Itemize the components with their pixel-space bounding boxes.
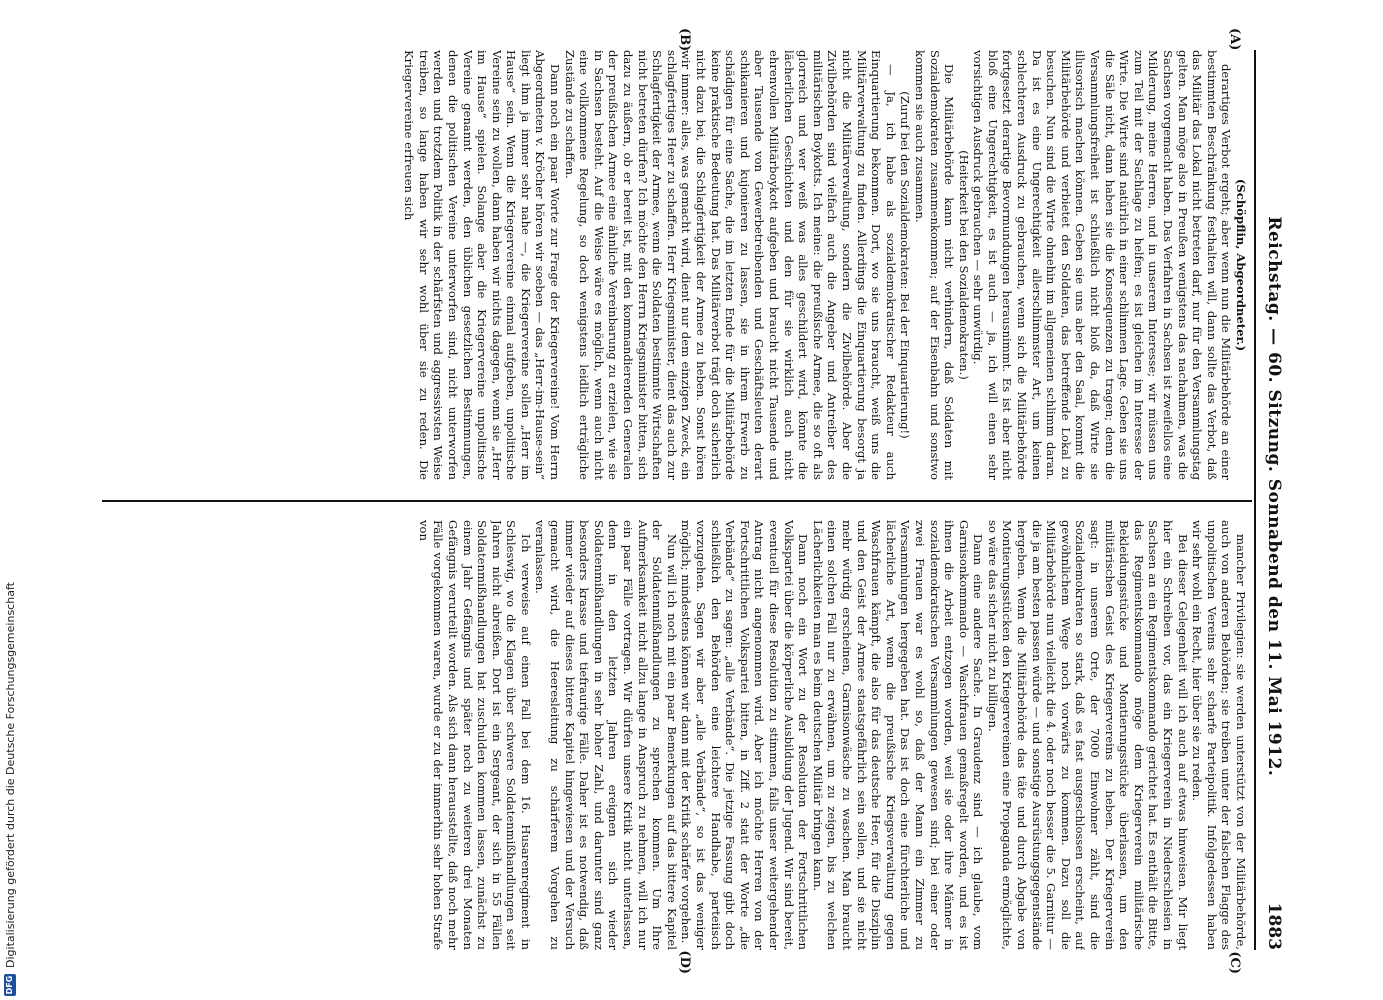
funding-text: Digitalisierung gefördert durch die Deutsche Forschungsgemeinschaft xyxy=(3,582,17,968)
paragraph: Dann eine andere Sache. In Graudenz sind — ich glaube, vom Garnisonkommando — Waschfrauen gemaßregelt worden, und es ist ihnen die Arbeit entzogen worden, weil sie oder ihre Männer in sozialdemokratischen Versammlungen gewesen sind; bei einer oder zwei Frauen war es wohl so, daß der Mann ein Zimmer zu Versammlungen hergegeben hat. Das ist doch eine fürchterliche und lächerliche Art, wenn die preußische Kriegsverwaltung gegen Waschfrauen kämpft, die also für das deutsche Heer, für die Disziplin und den Geist der Armee staatsgefährlich sein sollen, und sie nicht mehr würdig erscheinen, Garnisonwäsche zu waschen. Man braucht einen solchen Fall nur zu erwähnen, um zu zeigen, bis zu welchen Lächerlichkeiten man es beim deutschen Militär bringen kann. xyxy=(810,520,985,950)
paragraph: Dann noch ein Wort zu der Resolution der Fortschrittlichen Volkspartei über die körperliche Ausbildung der Jugend. Wir sind bereit, eventuell für diese Resolution zu stimmen, falls unser weitergehender Antrag nicht angenommen wird. Aber ich möchte Herren von der Fortschrittlichen Volkspartei bitten, in Ziff. 2 statt der Worte „die Verbände“ zu sagen: „alle Verbände“. Die jetzige Fassung gibt doch schließlich den Behörden eine leichtere Handhabe, parteiisch vorzugehen. Sagen wir aber „alle Verbände“, so ist das weniger möglich; mindestens können wir dann mit der Kritik schärfer vorgehen. xyxy=(678,520,810,950)
paragraph: Dann noch ein paar Worte zur Frage der Kriegervereine! Vom Herrn Abgeordneten v. Kröcher hören wir soeben — das „Herr-im-Hause-sein“ liegt ihm ja immer sehr nahe —, die Kriegervereine sollen „Herr im Hause“ sein. Wenn die Kriegervereine einmal aufgeben, unpolitische Vereine sein zu wollen, dann haben wir nichts dagegen, wenn sie „Herr im Hause“ spielen. Solange aber die Kriegervereine unpolitische Vereine genannt werden, den üblichen gesetzlichen Bestimmungen, denen die politischen Vereine unterworfen sind, nicht unterworfen werden und trotzdem Politik in der schärfsten und aggressivsten Weise treiben, so lange haben wir sehr wohl über sie zu reden. Die Kriegervereine erfreuen sich xyxy=(401,50,562,480)
funding-note xyxy=(0,0,20,1000)
paragraph: derartiges Verbot ergeht; aber wenn nun die Militärbehörde an einer bestimmten Beschränkung festhalten will, dann sollte das Verbot, daß das Militär das Lokal nicht betreten darf, nur für den Versammlungstag gelten. Man möge also in Preußen wenigstens das nachahmen, was die Sachsen vorgemacht haben. Das Verfahren in Sachsen ist zweifellos eine Milderung, meine Herren, und in unserem Interesse; wir müssen uns zum Teil mit der Sachlage zu helfen; es ist gleichen im Interesse der Wirte. Die Wirte sind natürlich in einer schlimmen Lage. Geben sie uns die Säle nicht, dann haben sie die Konsequenzen zu tragen; denn die Versammlungsfreiheit ist schließlich nicht bloß da, daß Wirte sie illusorisch machen können. Geben sie uns aber den Saal, kommt die Militärbehörde und verbietet den Soldaten, das betreffende Lokal zu besuchen. Nun sind die Wirte ohnehin im allgemeinen schlimm daran. Da ist es eine Ungerechtigkeit allerschlimmster Art, um keinen schlechteren Ausdruck zu gebrauchen, wenn sich die Militärbehörde fortgesetzt derartige Bevormundungen herausnimmt. Es ist aber nicht bloß eine Ungerechtigkeit, es ist auch — ja, ich will einen sehr vorsichtigen Ausdruck gebrauchen — sehr unwürdig. xyxy=(970,50,1233,480)
paragraph: Ich verweise auf einen Fall bei dem 16. Husarenregiment in Schleswig, wo die Klagen über schwere Soldatenmißhandlungen seit Jahren nicht abreißen. Dort ist ein Sergeant, der sich in 55 Fällen Soldatenmißhandlungen hat zuschulden kommen lassen, zunächst zu einem Jahr Gefängnis und später noch zu weiteren drei Monaten Gefängnis verurteilt worden. Als sich dann herausstellte, daß noch mehr Fälle vorgekommen waren, wurde er zu der immerhin sehr hohen Strafe von xyxy=(416,520,533,950)
dfg-logo: DFG xyxy=(5,975,14,995)
paragraph: — Ja, ich habe als sozialdemokratischer Redakteur auch Einquartierung bekommen. Dort, wo sie uns braucht, weiß uns die Militärverwaltung zu finden. Allerdings die Einquartierung besorgt ja nicht die Militärverwaltung, sondern die Zivilbehörde. Aber die Zivilbehörden sind vielfach auch die Angeber und Antreiber des militärischen Boykotts. Ich meine: die preußische Armee, die so oft als glorreich und wer weiß was alles geschildert wird, könnte die lächerlichen Geschichten und den für sie wirklich auch nicht ehrenvollen Militärboykott aufgeben und braucht nicht Tausende und aber Tausende von Gewerbetreibenden und Geschäftsleuten derart schikanieren und kujonieren zu lassen, sie in ihrem Erwerb zu schädigen für eine Sache, die im letzten Ende für die Militärbehörde keine praktische Bedeutung hat. Das Militärverbot trägt doch sicherlich nicht dazu bei, die Schlagfertigkeit der Armee zu heben. Sonst hören wir immer: alles, was gemacht wird, dient nur dem einzigen Zweck, ein schlagfertiges Heer zu schaffen. Herr Kriegsminister, dient das auch zur Schlagfertigkeit der Armee, wenn die Soldaten bestimmte Wirtschaften nicht betreten dürfen? Ich möchte den Herrn Kriegsminister bitten, sich dazu zu äußern, ob er bereit ist, mit den kommandierenden Generalen der preußischen Armee eine ähnliche Vereinbarung zu erzielen, wie sie in Sachsen besteht. Auf die Weise wäre es möglich, wenn auch nicht eine vollkommene Regelung, so doch wenigstens leidlich erträgliche Zustände zu schaffen. xyxy=(562,50,898,480)
scanned-page xyxy=(72,20,1312,980)
running-head xyxy=(1258,50,1290,950)
page-number: 1883 xyxy=(1263,902,1284,950)
speaker-label: (Schöpflin, Abgeordneter.) xyxy=(1233,178,1248,352)
right-column xyxy=(96,520,1248,950)
interjection: (Zuruf bei den Sozialdemokraten: Bei der Einquartierung!) xyxy=(897,91,912,439)
margin-marker-a: (A) xyxy=(1226,28,1242,51)
paragraph: Bei dieser Gelegenheit will ich auch auf etwas hinweisen. Mir liegt hier ein Schreiben vor, das ein Kriegerverein in Niederschlesien in Sachsen an ein Regimentskommando gerichtet hat. Es enthält die Bitte, das Regimentskommando möge dem Kriegerverein militärische Bekleidungsstücke und Montierungsstücke überlassen, um den militärischen Geist des Kriegervereins zu heben. Der Kriegerverein sagt: in unserem Orte, der 7000 Einwohner zählt, sind die Sozialdemokraten so stark, daß es fast ausgeschlossen erscheint, auf gewöhnlichem Wege noch vorwärts zu kommen. Dazu soll die Militärbehörde nun vielleicht die 4. oder noch besser die 5. Garnitur — die ja am besten passen würde — und sonstige Ausrüstungsgegenstände hergeben. Wenn die Militärbehörde das täte und durch Abgabe von Montierungsstücken den Kriegervereinen eine Propaganda ermöglichte, so wäre das sicher nicht zu billigen. xyxy=(985,520,1190,950)
margin-marker-b: (B) xyxy=(676,28,692,52)
paragraph: mancher Privilegien: sie werden unterstützt von der Militärbehörde, auch von anderen Behörden; sie treiben unter der falschen Flagge des unpolitischen Vereins sehr scharfe Parteipolitik. Infolgedessen haben wir sehr wohl ein Recht, hier über sie zu reden. xyxy=(1189,520,1248,950)
margin-marker-d: (D) xyxy=(676,950,692,974)
margin-marker-c: (C) xyxy=(1226,951,1242,974)
interjection: (Heiterkeit bei den Sozialdemokraten.) xyxy=(956,150,971,380)
paragraph: Die Militärbehörde kann nicht verhindern, daß Soldaten mit Sozialdemokraten zusammenkommen; auf der Eisenbahn und sonstwo kommen sie auch zusammen. xyxy=(912,50,956,480)
left-column xyxy=(96,50,1248,480)
paragraph: Nun will ich noch mit ein paar Bemerkungen auf das bittere Kapitel der Soldatenmißhandlungen zu sprechen kommen. Um Ihre Aufmerksamkeit nicht allzu lange in Anspruch zu nehmen, will ich nur ein paar Fälle vortragen. Wir dürfen unsere Kritik nicht unterlassen, denn in den letzten Jahren ereignen sich wieder Soldatenmißhandlungen in sehr hoher Zahl, und darunter sind ganz besonders krasse und tiefraurige Fälle. Daher ist es notwendig, daß immer wieder auf dieses bittere Kapitel hingewiesen und der Versuch gemacht wird, die Heeresleitung zu schärferem Vorgehen zu veranlassen. xyxy=(533,520,679,950)
page-title: Reichstag. — 60. Sitzung. Sonnabend den 11. Mai 1912. xyxy=(1263,216,1284,777)
header-rule xyxy=(1254,50,1256,950)
column-divider xyxy=(102,500,1252,502)
